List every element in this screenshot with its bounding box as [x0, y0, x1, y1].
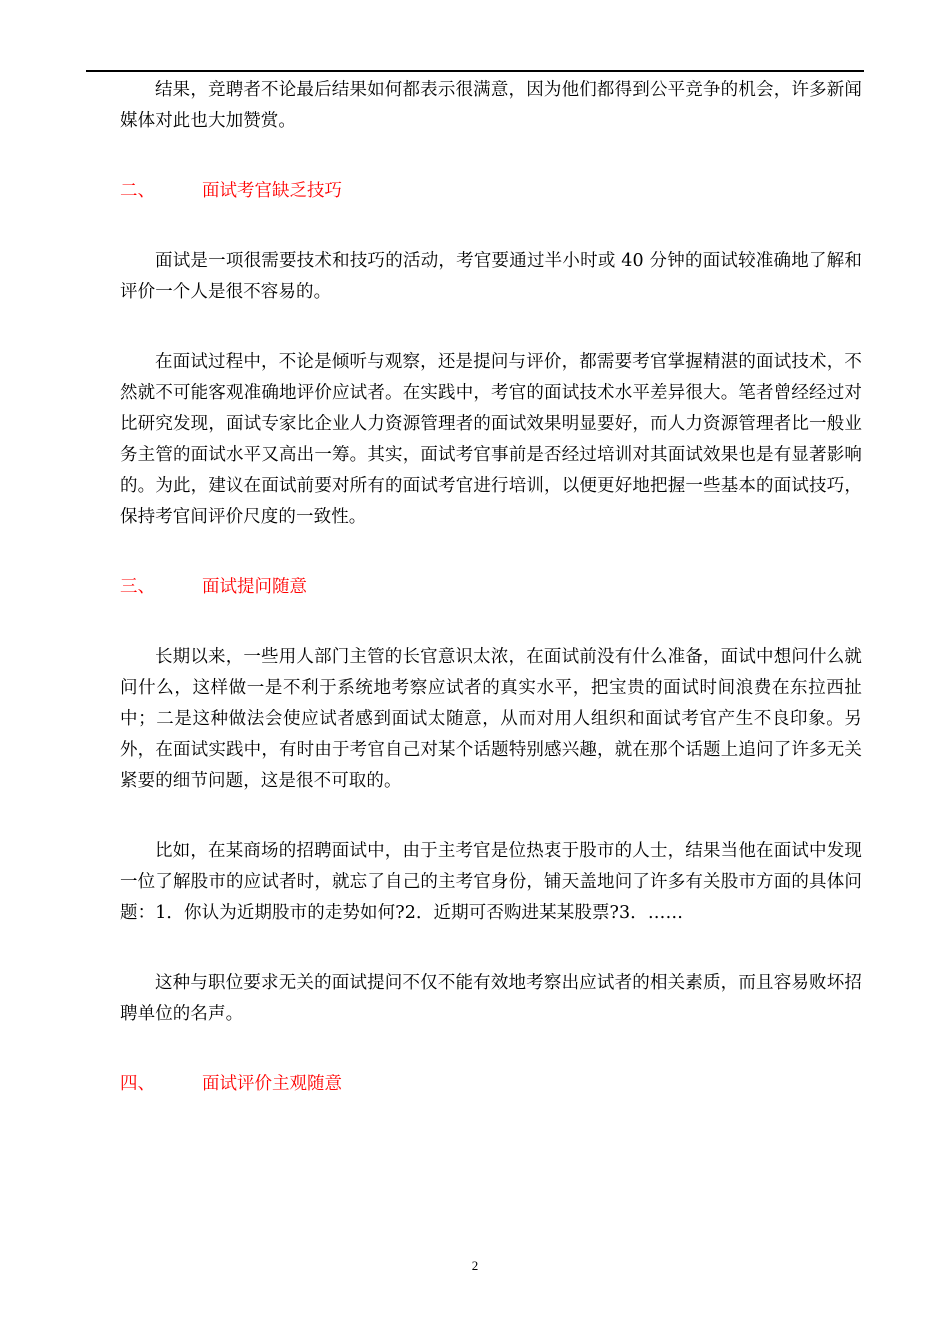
paragraph-result: 结果，竞聘者不论最后结果如何都表示很满意，因为他们都得到公平竞争的机会，许多新闻媒体对此也大加赞赏。: [120, 80, 862, 131]
section-number: 三、: [120, 577, 155, 597]
header-rule: [86, 70, 864, 72]
section-title: 面试考官缺乏技巧: [202, 181, 342, 201]
paragraph-interview-skill: 面试是一项很需要技术和技巧的活动，考官要通过半小时或 40 分钟的面试较准确地了解和评价一个人是很不容易的。: [120, 251, 862, 302]
section-title: 面试评价主观随意: [202, 1074, 342, 1094]
section-number: 四、: [120, 1074, 155, 1094]
section-number: 二、: [120, 181, 155, 201]
page-number: 2: [471, 1258, 479, 1273]
paragraph-interview-process: 在面试过程中，不论是倾听与观察，还是提问与评价，都需要考官掌握精湛的面试技术，不然就不可能客观准确地评价应试者。在实践中，考官的面试技术水平差异很大。笔者曾经经过对比研究发现，面试专家比企业人力资源管理者的面试效果明显要好，而人力资源管理者比一般业务主管的面试水平又高出一筹。其实，面试考官事前是否经过培训对其面试效果也是有显著影响的。为此，建议在面试前要对所有的面试考官进行培训，以便更好地把握一些基本的面试技巧，保持考官间评价尺度的一致性。: [120, 352, 862, 527]
page-content: [120, 75, 862, 1100]
paragraph-example: 比如，在某商场的招聘面试中，由于主考官是位热衷于股市的人士，结果当他在面试中发现一位了解股市的应试者时，就忘了自己的主考官身份，铺天盖地问了许多有关股市方面的具体问题：1．你认为近期股市的走势如何?2．近期可否购进某某股票?3．……: [120, 841, 862, 923]
section-heading-3: [120, 572, 862, 603]
section-title: 面试提问随意: [202, 577, 307, 597]
paragraph-conclusion: 这种与职位要求无关的面试提问不仅不能有效地考察出应试者的相关素质，而且容易败坏招聘单位的名声。: [120, 973, 862, 1024]
section-heading-4: [120, 1069, 862, 1100]
section-heading-2: [120, 176, 862, 207]
paragraph-long-term: 长期以来，一些用人部门主管的长官意识太浓，在面试前没有什么准备，面试中想问什么就问什么，这样做一是不利于系统地考察应试者的真实水平，把宝贵的面试时间浪费在东拉西扯中；二是这种做法会使应试者感到面试太随意，从而对用人组织和面试考官产生不良印象。另外，在面试实践中，有时由于考官自己对某个话题特别感兴趣，就在那个话题上追问了许多无关紧要的细节问题，这是很不可取的。: [120, 647, 862, 791]
